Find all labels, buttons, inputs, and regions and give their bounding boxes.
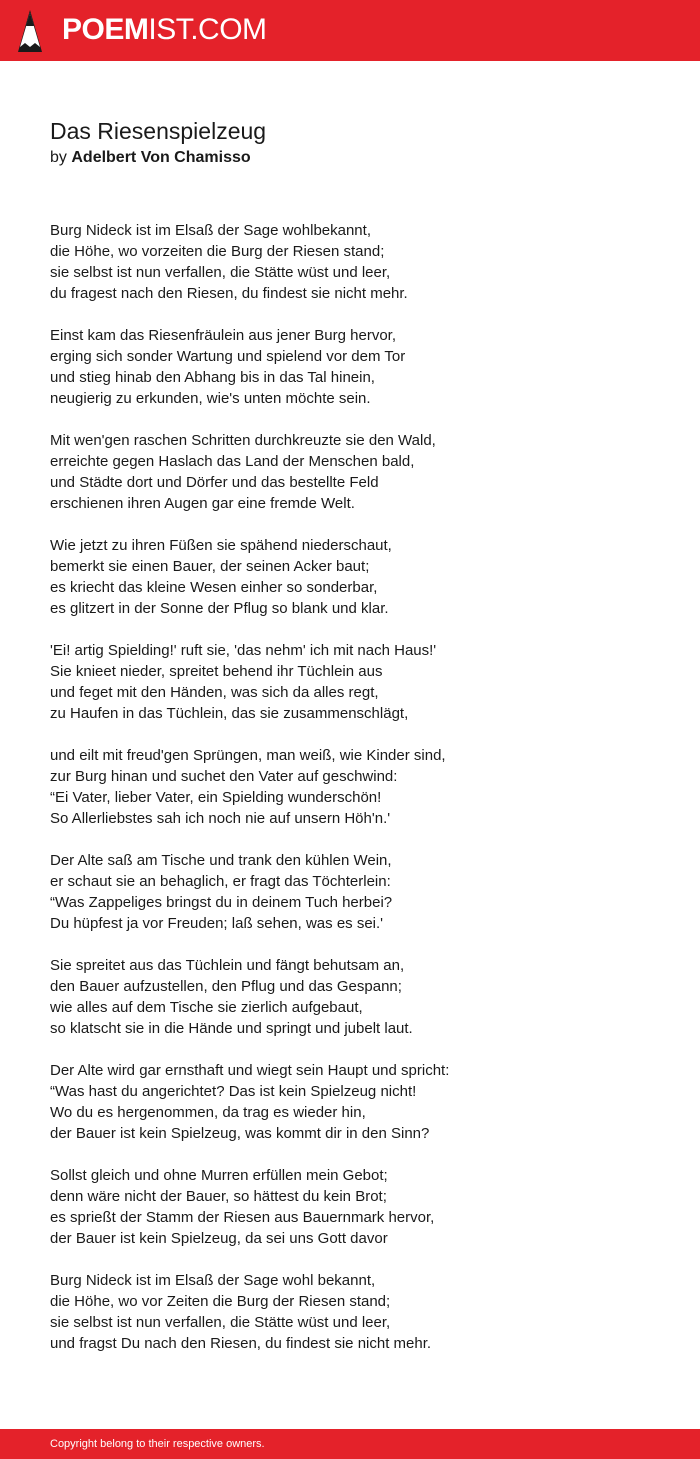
poem-line: und feget mit den Händen, was sich da alles regt,	[50, 684, 379, 701]
poem-line: zur Burg hinan und suchet den Vater auf geschwind:	[50, 768, 398, 785]
poem-line: erreichte gegen Haslach das Land der Menschen bald,	[50, 453, 415, 470]
site-header	[0, 0, 700, 61]
poem-stanza	[50, 850, 650, 934]
poem-line: so klatscht sie in die Hände und springt und jubelt laut.	[50, 1020, 413, 1037]
poem-line: die Höhe, wo vorzeiten die Burg der Riesen stand;	[50, 243, 385, 260]
poem-content	[50, 116, 650, 1375]
site-footer	[0, 1429, 700, 1459]
poem-line: erschienen ihren Augen gar eine fremde Welt.	[50, 495, 355, 512]
poem-line: und eilt mit freud'gen Sprüngen, man weiß, wie Kinder sind,	[50, 747, 446, 764]
poem-stanza	[50, 1060, 650, 1144]
poem-stanza	[50, 745, 650, 829]
site-logo[interactable]	[62, 12, 267, 48]
poem-line: “Ei Vater, lieber Vater, ein Spielding wunderschön!	[50, 789, 382, 806]
poem-line: es sprießt der Stamm der Riesen aus Bauernmark hervor,	[50, 1209, 435, 1226]
poem-line: es kriecht das kleine Wesen einher so sonderbar,	[50, 579, 378, 596]
logo-bold-text: POEM	[62, 13, 149, 46]
poem-line: wie alles auf dem Tische sie zierlich aufgebaut,	[50, 999, 363, 1016]
poem-line: neugierig zu erkunden, wie's unten möchte sein.	[50, 390, 371, 407]
poem-line: Der Alte wird gar ernsthaft und wiegt sein Haupt und spricht:	[50, 1062, 450, 1079]
poem-line: sie selbst ist nun verfallen, die Stätte wüst und leer,	[50, 264, 391, 281]
poem-line: und stieg hinab den Abhang bis in das Tal hinein,	[50, 369, 375, 386]
poem-byline	[50, 147, 650, 169]
poem-line: die Höhe, wo vor Zeiten die Burg der Riesen stand;	[50, 1293, 391, 1310]
poem-line: es glitzert in der Sonne der Pflug so blank und klar.	[50, 600, 389, 617]
poem-line: Sollst gleich und ohne Murren erfüllen mein Gebot;	[50, 1167, 388, 1184]
poem-line: und Städte dort und Dörfer und das bestellte Feld	[50, 474, 379, 491]
poem-line: zu Haufen in das Tüchlein, das sie zusammenschlägt,	[50, 705, 409, 722]
poem-stanza	[50, 430, 650, 514]
poem-stanza	[50, 220, 650, 304]
poem-line: sie selbst ist nun verfallen, die Stätte wüst und leer,	[50, 1314, 391, 1331]
poem-line: Sie spreitet aus das Tüchlein und fängt behutsam an,	[50, 957, 405, 974]
poem-line: Wie jetzt zu ihren Füßen sie spähend niederschaut,	[50, 537, 392, 554]
poem-line: Sie knieet nieder, spreitet behend ihr Tüchlein aus	[50, 663, 383, 680]
poem-line: er schaut sie an behaglich, er fragt das Töchterlein:	[50, 873, 391, 890]
by-label: by	[50, 149, 67, 166]
poem-line: Einst kam das Riesenfräulein aus jener Burg hervor,	[50, 327, 397, 344]
poem-line: So Allerliebstes sah ich noch nie auf unsern Höh'n.'	[50, 810, 391, 827]
poem-line: “Was Zappeliges bringst du in deinem Tuch herbei?	[50, 894, 393, 911]
poem-line: Du hüpfest ja vor Freuden; laß sehen, was es sei.'	[50, 915, 384, 932]
poem-line: Burg Nideck ist im Elsaß der Sage wohl bekannt,	[50, 1272, 376, 1289]
poem-line: 'Ei! artig Spielding!' ruft sie, 'das nehm' ich mit nach Haus!'	[50, 642, 437, 659]
poem-stanza	[50, 1270, 650, 1354]
poem-stanza	[50, 955, 650, 1039]
poem-author[interactable]: Adelbert Von Chamisso	[71, 149, 251, 166]
poem-line: den Bauer aufzustellen, den Pflug und das Gespann;	[50, 978, 402, 995]
poem-line: Wo du es hergenommen, da trag es wieder hin,	[50, 1104, 366, 1121]
poem-stanza	[50, 640, 650, 724]
poem-line: “Was hast du angerichtet? Das ist kein Spielzeug nicht!	[50, 1083, 417, 1100]
pencil-icon[interactable]	[18, 10, 42, 52]
poem-body	[50, 220, 650, 1354]
poem-line: der Bauer ist kein Spielzeug, da sei uns Gott davor	[50, 1230, 388, 1247]
poem-stanza	[50, 325, 650, 409]
poem-line: bemerkt sie einen Bauer, der seinen Acker baut;	[50, 558, 370, 575]
poem-line: Der Alte saß am Tische und trank den kühlen Wein,	[50, 852, 392, 869]
poem-stanza	[50, 1165, 650, 1249]
poem-line: du fragest nach den Riesen, du findest sie nicht mehr.	[50, 285, 408, 302]
logo-light-text: IST.COM	[148, 13, 267, 46]
poem-line: erging sich sonder Wartung und spielend vor dem Tor	[50, 348, 406, 365]
poem-line: Burg Nideck ist im Elsaß der Sage wohlbekannt,	[50, 222, 371, 239]
poem-line: und fragst Du nach den Riesen, du findest sie nicht mehr.	[50, 1335, 432, 1352]
poem-title: Das Riesenspielzeug	[50, 118, 267, 144]
copyright-notice: Copyright belong to their respective owners.	[50, 1438, 265, 1450]
poem-line: denn wäre nicht der Bauer, so hättest du kein Brot;	[50, 1188, 387, 1205]
poem-line: der Bauer ist kein Spielzeug, was kommt dir in den Sinn?	[50, 1125, 430, 1142]
poem-stanza	[50, 535, 650, 619]
poem-line: Mit wen'gen raschen Schritten durchkreuzte sie den Wald,	[50, 432, 436, 449]
